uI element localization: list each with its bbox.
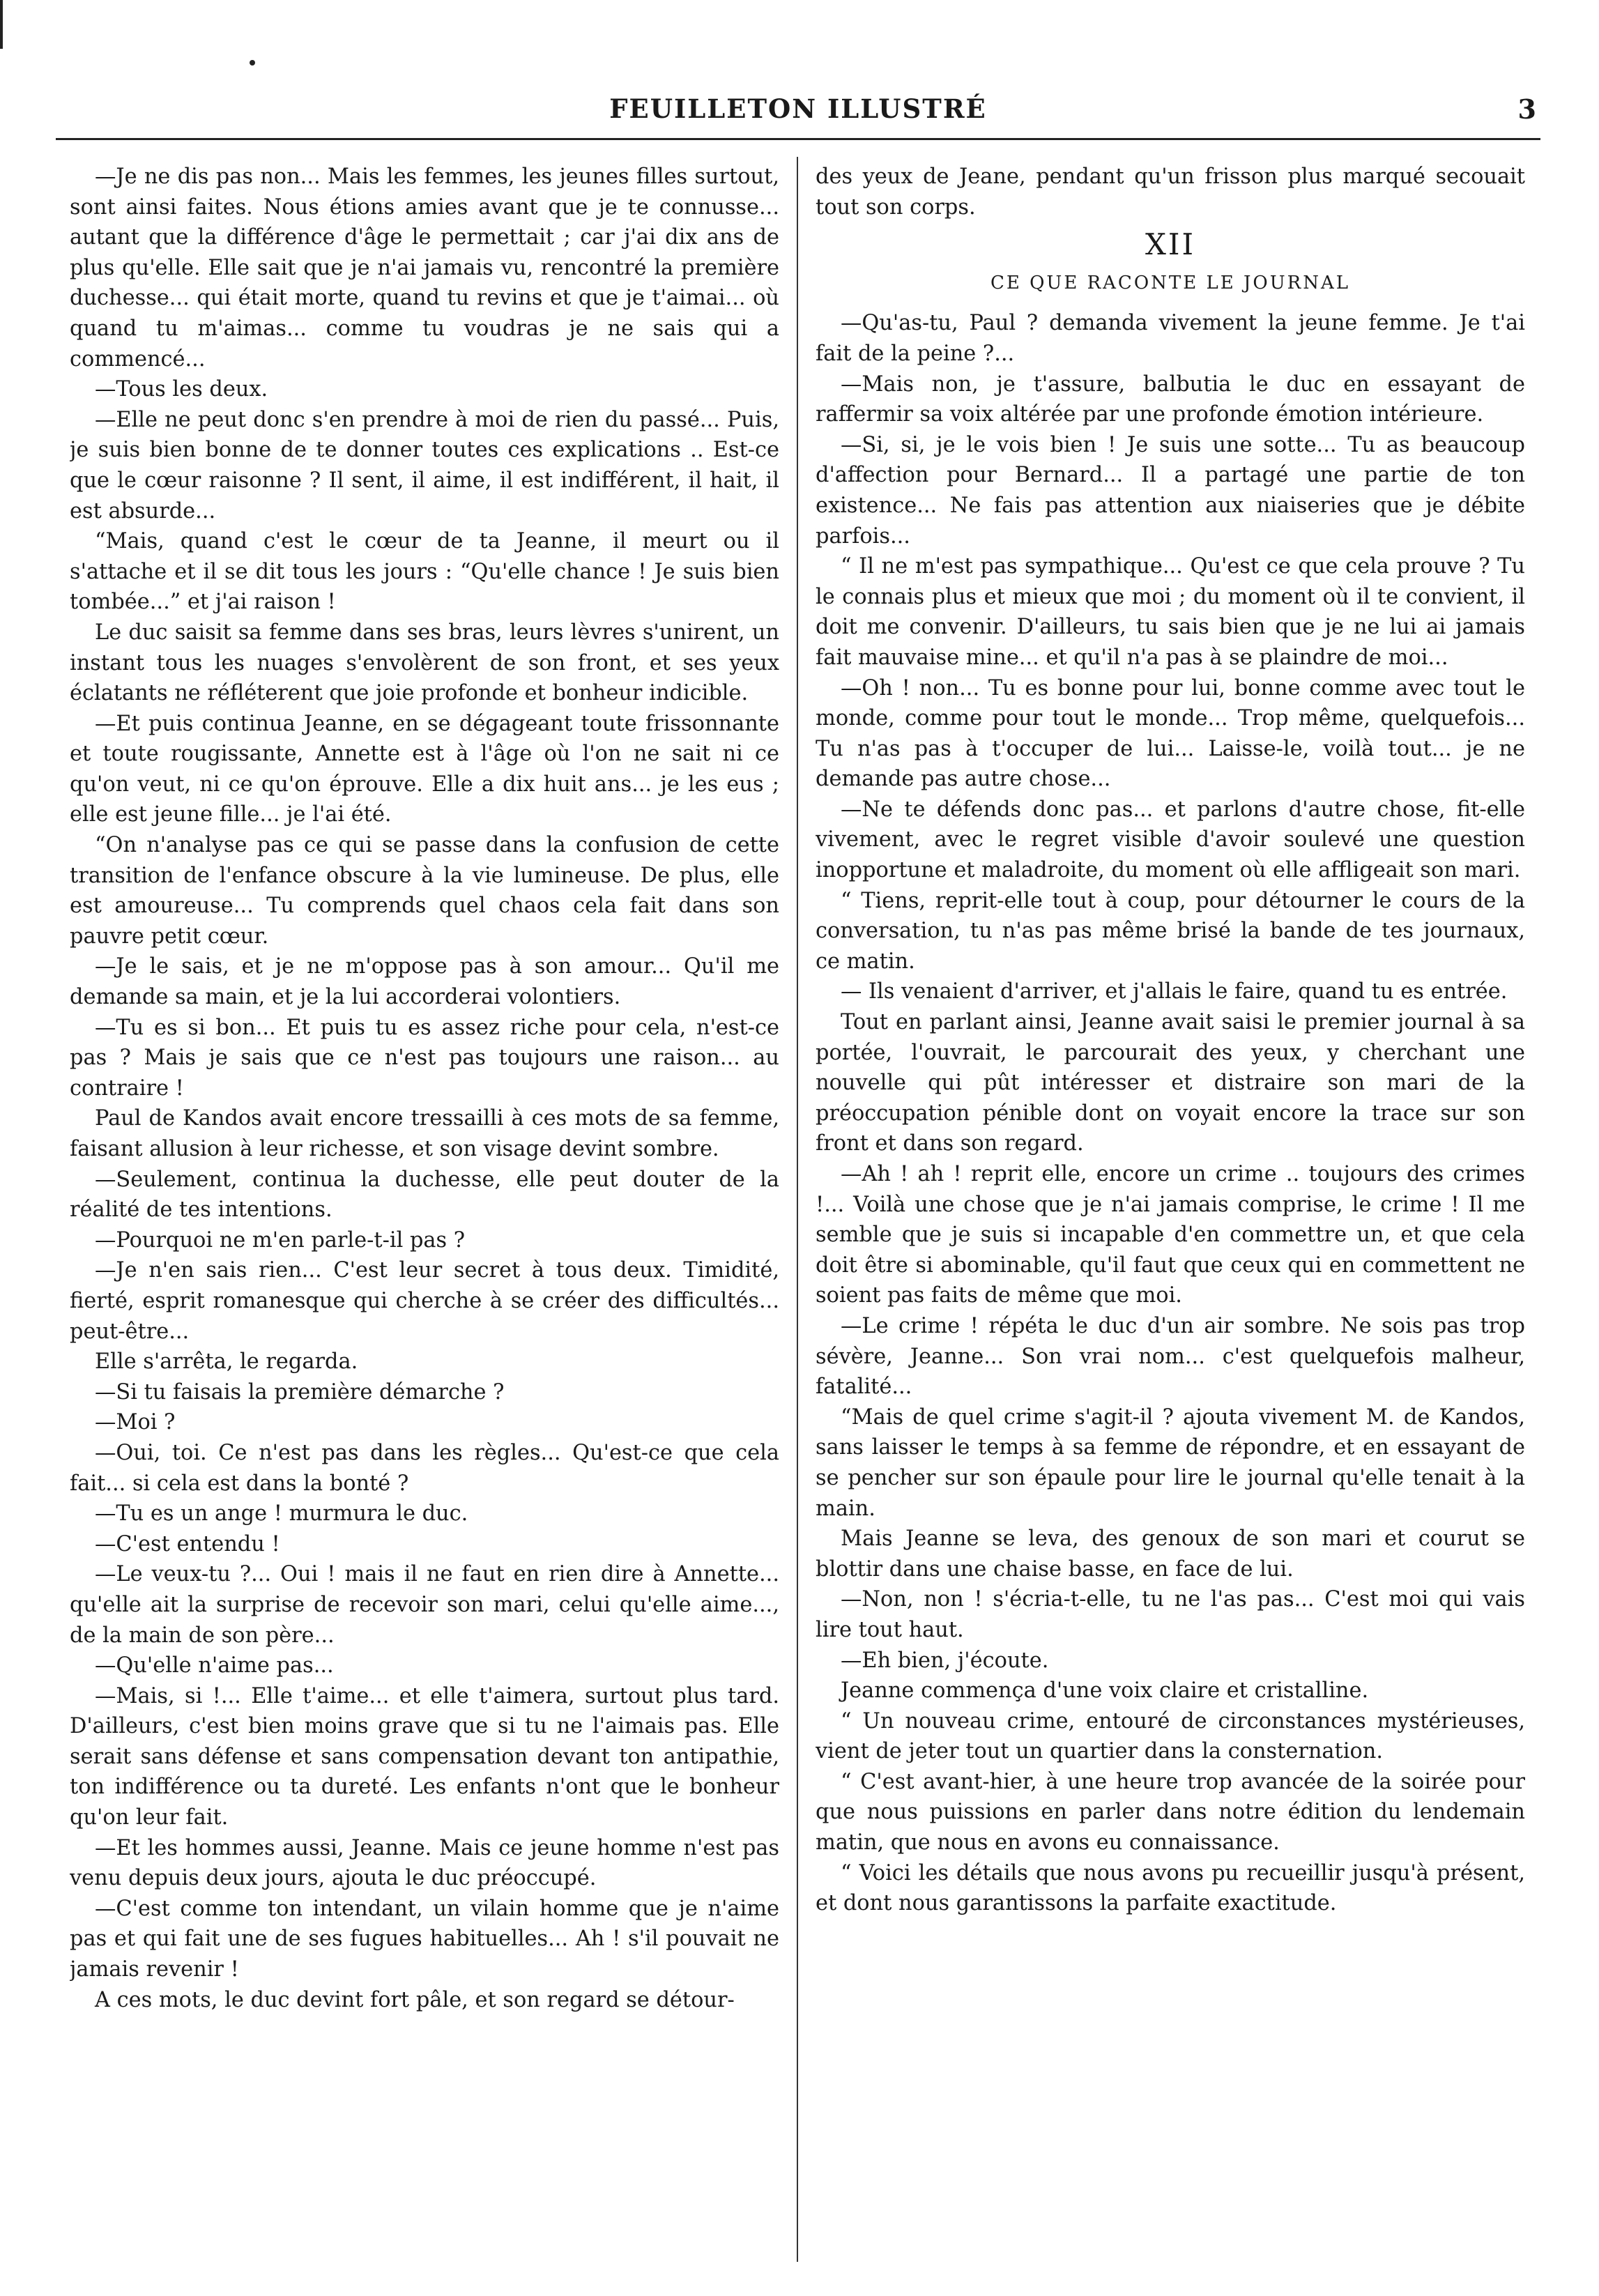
paragraph: —Eh bien, j'écoute. <box>841 1648 1049 1673</box>
paragraph: —Et les hommes aussi, Jeanne. Mais ce jeune homme n'est pas venu depuis deux jours, ajouta le duc préoccupé. <box>70 1835 779 1891</box>
paragraph: —Qu'as-tu, Paul ? demanda vivement la jeune femme. Je t'ai fait de la peine ?... <box>816 311 1525 366</box>
paragraph: Paul de Kandos avait encore tressailli à ces mots de sa femme, faisant allusion à leur richesse, et son visage devint sombre. <box>70 1106 779 1161</box>
paragraph: “ Il ne m'est pas sympathique... Qu'est ce que cela prouve ? Tu le connais plus et mieux que moi ; du moment où il te convient, il doit me convenir. D'ailleurs, tu sais bien que je ne lui ai jamais fait mauvaise mine... et qu'il n'a pas à se plaindre de moi... <box>816 554 1525 670</box>
paragraph: —Oh ! non... Tu es bonne pour lui, bonne comme avec tout le monde, comme pour tout le monde... Trop même, quelquefois... Tu n'as pas à t'occuper de lui... Laisse-le, voilà tout... je ne demande pas autre chose... <box>816 675 1525 792</box>
paragraph: —Pourquoi ne m'en parle-t-il pas ? <box>95 1227 466 1253</box>
paragraph: Jeanne commença d'une voix claire et cristalline. <box>841 1678 1369 1704</box>
paragraph: “ Un nouveau crime, entouré de circonstances mystérieuses, vient de jeter tout un quartier dans la consternation. <box>816 1708 1525 1764</box>
paragraph: —Moi ? <box>95 1410 176 1435</box>
paragraph: —Elle ne peut donc s'en prendre à moi de rien du passé... Puis, je suis bien bonne de te donner toutes ces explications .. Est-ce que le cœur raisonne ? Il sent, il aime, il est indifférent, il hait, il est absurde... <box>70 407 779 523</box>
paragraph: —Et puis continua Jeanne, en se dégageant toute frissonnante et toute rougissante, Annette est à l'âge où l'on ne sait ni ce qu'on veut, ni ce qu'on éprouve. Elle a dix huit ans... je les eus ; elle est jeune fille... je l'ai été. <box>70 711 779 827</box>
paragraph: —Le crime ! répéta le duc d'un air sombre. Ne sois pas trop sévère, Jeanne... Son vrai nom... c'est quelquefois malheur, fatalité... <box>816 1313 1525 1400</box>
paragraph: —Oui, toi. Ce n'est pas dans les règles... Qu'est-ce que cela fait... si cela est dans la bonté ? <box>70 1440 779 1496</box>
page-edge-mark <box>0 0 3 49</box>
paragraph: —Tu es un ange ! murmura le duc. <box>95 1501 468 1526</box>
chapter-title: CE QUE RACONTE LE JOURNAL <box>990 272 1351 293</box>
paragraph: “ Voici les détails que nous avons pu recueillir jusqu'à présent, et dont nous garantissons la parfaite exactitude. <box>816 1860 1525 1916</box>
paragraph: —Ne te défends donc pas... et parlons d'autre chose, fit-elle vivement, avec le regret visible d'avoir soulevé une question inopportune et maladroite, du moment où elle affligeait son mari. <box>816 797 1525 883</box>
paragraph: —Si tu faisais la première démarche ? <box>95 1379 505 1405</box>
paragraph: —C'est entendu ! <box>95 1531 280 1556</box>
paragraph: Tout en parlant ainsi, Jeanne avait saisi le premier journal à sa portée, l'ouvrait, le parcourait des yeux, y cherchant une nouvelle qui pût intéresser et distraire son mari de la préoccupation pénible dont on voyait encore la trace sur son front et dans son regard. <box>816 1010 1525 1156</box>
paragraph: “On n'analyse pas ce qui se passe dans la confusion de cette transition de l'enfance obscure à la vie lumineuse. De plus, elle est amoureuse... Tu comprends quel chaos cela fait dans son pauvre petit cœur. <box>70 833 779 949</box>
paragraph: “Mais de quel crime s'agit-il ? ajouta vivement M. de Kandos, sans laisser le temps à sa femme de répondre, et en essayant de se pencher sur son épaule pour lire le journal qu'elle tenait à la main. <box>816 1405 1525 1521</box>
paragraph: —Qu'elle n'aime pas... <box>95 1653 334 1678</box>
paragraph: —Mais, si !... Elle t'aime... et elle t'aimera, surtout plus tard. D'ailleurs, c'est bien moins grave que si tu ne l'aimais pas. Elle serait sans défense et sans compensation devant ton antipathie, ton indifférence ou ta dureté. Les enfants n'ont que le bonheur qu'on leur fait. <box>70 1683 779 1830</box>
left-column <box>70 162 779 2260</box>
paragraph: —Je n'en sais rien... C'est leur secret à tous deux. Timidité, fierté, esprit romanesque qui cherche à se créer des difficultés... peut-être... <box>70 1258 779 1344</box>
paragraph: Mais Jeanne se leva, des genoux de son mari et courut se blottir dans une chaise basse, en face de lui. <box>816 1526 1525 1582</box>
paragraph: —Si, si, je le vois bien ! Je suis une sotte... Tu as beaucoup d'affection pour Bernard... Il a partagé une partie de ton existence... Ne fais pas attention aux niaiseries que je débite parfois... <box>816 432 1525 549</box>
paragraph: Le duc saisit sa femme dans ses bras, leurs lèvres s'unirent, un instant tous les nuages s'envolèrent de son front, et ses yeux éclatants ne réfléterent que joie profonde et bonheur indicible. <box>70 620 779 706</box>
paragraph: —Ah ! ah ! reprit elle, encore un crime .. toujours des crimes !... Voilà une chose que je n'ai jamais comprise, le crime ! Il me semble que je suis si incapable d'en commettre un, et que cela doit être si abominable, qu'il faut que ceux qui en commettent ne soient pas faits de même que moi. <box>816 1162 1525 1308</box>
paragraph: —Je le sais, et je ne m'oppose pas à son amour... Qu'il me demande sa main, et je la lui accorderai volontiers. <box>70 954 779 1010</box>
paragraph: —Non, non ! s'écria-t-elle, tu ne l'as pas... C'est moi qui vais lire tout haut. <box>816 1587 1525 1642</box>
right-column <box>816 162 1525 2260</box>
paragraph: —Le veux-tu ?... Oui ! mais il ne faut en rien dire à Annette... qu'elle ait la surprise de recevoir son mari, celui qu'elle aime..., de la main de son père... <box>70 1562 779 1648</box>
paragraph: A ces mots, le duc devint fort pâle, et son regard se détour- <box>95 1987 735 2012</box>
page-number: 3 <box>1517 93 1536 125</box>
column-divider <box>797 157 798 2262</box>
chapter-number: XII <box>1145 227 1196 262</box>
paragraph: —C'est comme ton intendant, un vilain homme que je n'aime pas et qui fait une de ses fugues habituelles... Ah ! s'il pouvait ne jamais revenir ! <box>70 1896 779 1982</box>
paragraph: — Ils venaient d'arriver, et j'allais le faire, quand tu es entrée. <box>841 979 1508 1004</box>
paragraph: “ Tiens, reprit-elle tout à coup, pour détourner le cours de la conversation, tu n'as pas même brisé la bande de tes journaux, ce matin. <box>816 888 1525 974</box>
paragraph-continued: des yeux de Jeane, pendant qu'un frisson plus marqué secouait tout son corps. <box>816 164 1525 220</box>
paragraph: “ C'est avant-hier, à une heure trop avancée de la soirée pour que nous puissions en parler dans notre édition du lendemain matin, que nous en avons eu connaissance. <box>816 1769 1525 1855</box>
paragraph: —Je ne dis pas non... Mais les femmes, les jeunes filles surtout, sont ainsi faites. Nous étions amies avant que je te connusse... autant que la différence d'âge le permettait ; car j'ai dix ans de plus qu'elle. Elle sait que je n'ai jamais vu, rencontré la première duchesse... qui était morte, quand tu revins et que je t'aimai... où quand tu m'aimas... comme tu voudras je ne sais qui a commencé... <box>70 164 779 372</box>
paragraph: —Mais non, je t'assure, balbutia le duc en essayant de raffermir sa voix altérée par une profonde émotion intérieure. <box>816 372 1525 427</box>
paragraph: “Mais, quand c'est le cœur de ta Jeanne, il meurt ou il s'attache et il se dit tous les jours : “Qu'elle chance ! Je suis bien tombée...” et j'ai raison ! <box>70 529 779 615</box>
paragraph: —Seulement, continua la duchesse, elle peut douter de la réalité de tes intentions. <box>70 1167 779 1223</box>
paragraph: —Tous les deux. <box>95 377 268 402</box>
paragraph: —Tu es si bon... Et puis tu es assez riche pour cela, n'est-ce pas ? Mais je sais que ce n'est pas toujours une raison... au contraire ! <box>70 1015 779 1101</box>
ink-dot <box>250 60 255 66</box>
page-header <box>56 89 1540 140</box>
paragraph: Elle s'arrêta, le regarda. <box>95 1349 358 1375</box>
running-title: FEUILLETON ILLUSTRÉ <box>609 93 987 124</box>
